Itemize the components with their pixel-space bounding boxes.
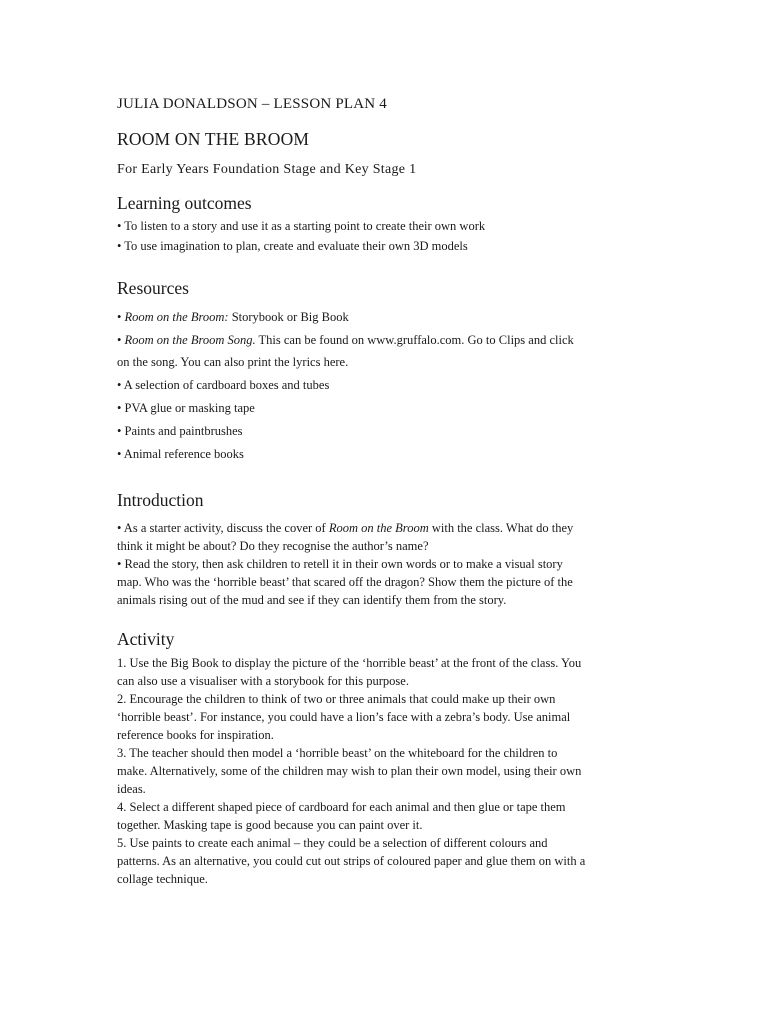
introduction-paragraph-line: think it might be about? Do they recognise the author’s name? [117,539,429,553]
activity-heading: Activity [117,629,175,649]
document-header: JULIA DONALDSON – LESSON PLAN 4 [117,96,387,112]
resources-section [117,276,657,465]
activity-step-line: ‘horrible beast’. For instance, you could have a lion’s face with a zebra’s body. Use animal [117,710,571,724]
introduction-paragraph [117,519,657,537]
introduction-paragraph-line: animals rising out of the mud and see if they can identify them from the story. [117,593,507,607]
resource-item-text: This can be found on www.gruffalo.com. Go to Clips and click [255,333,574,347]
introduction-section [117,488,657,609]
learning-outcome-item: • To listen to a story and use it as a starting point to create their own work [117,219,486,233]
song-title: Room on the Broom Song. [124,333,256,347]
bullet: • [117,310,125,324]
resource-item: • PVA glue or masking tape [117,401,255,415]
bullet: • [117,333,125,347]
introduction-paragraph-line: map. Who was the ‘horrible beast’ that scared off the dragon? Show them the picture of the [117,575,573,589]
learning-outcome-item: • To use imagination to plan, create and evaluate their own 3D models [117,239,468,253]
resource-item: • Animal reference books [117,447,244,461]
activity-step-line: 5. Use paints to create each animal – they could be a selection of different colours and [117,836,548,850]
introduction-paragraph-line: • Read the story, then ask children to retell it in their own words or to make a visual story [117,557,563,571]
activity-step-line: together. Masking tape is good because you can paint over it. [117,818,423,832]
intro-text: with the class. What do they [428,521,574,535]
activity-step-line: 3. The teacher should then model a ‘horrible beast’ on the whiteboard for the children to [117,746,558,760]
learning-outcomes-heading: Learning outcomes [117,193,252,213]
resource-item [117,306,657,328]
resource-item: • A selection of cardboard boxes and tubes [117,378,330,392]
activity-step-line: can also use a visualiser with a storybook for this purpose. [117,674,409,688]
book-title: Room on the Broom: [124,310,229,324]
activity-step-line: ideas. [117,782,146,796]
activity-section [117,627,657,888]
document-subtitle: For Early Years Foundation Stage and Key Stage 1 [117,162,417,177]
activity-step-line: 2. Encourage the children to think of two or three animals that could make up their own [117,692,556,706]
resource-item-continuation: on the song. You can also print the lyrics here. [117,355,349,369]
resource-item-text: Storybook or Big Book [228,310,349,324]
introduction-heading: Introduction [117,490,204,510]
activity-step-line: 1. Use the Big Book to display the picture of the ‘horrible beast’ at the front of the class. You [117,656,582,670]
intro-text: • As a starter activity, discuss the cover of [117,521,329,535]
book-title: Room on the Broom [328,521,429,535]
activity-step-line: 4. Select a different shaped piece of cardboard for each animal and then glue or tape them [117,800,566,814]
document-page [117,94,657,888]
resource-item [117,329,657,351]
resource-item: • Paints and paintbrushes [117,424,243,438]
learning-outcomes-section [117,191,657,255]
document-title: ROOM ON THE BROOM [117,129,310,149]
activity-step-line: collage technique. [117,872,208,886]
activity-step-line: reference books for inspiration. [117,728,274,742]
activity-step-line: make. Alternatively, some of the children may wish to plan their own model, using their own [117,764,582,778]
resources-heading: Resources [117,278,189,298]
activity-step-line: patterns. As an alternative, you could cut out strips of coloured paper and glue them on with a [117,854,586,868]
